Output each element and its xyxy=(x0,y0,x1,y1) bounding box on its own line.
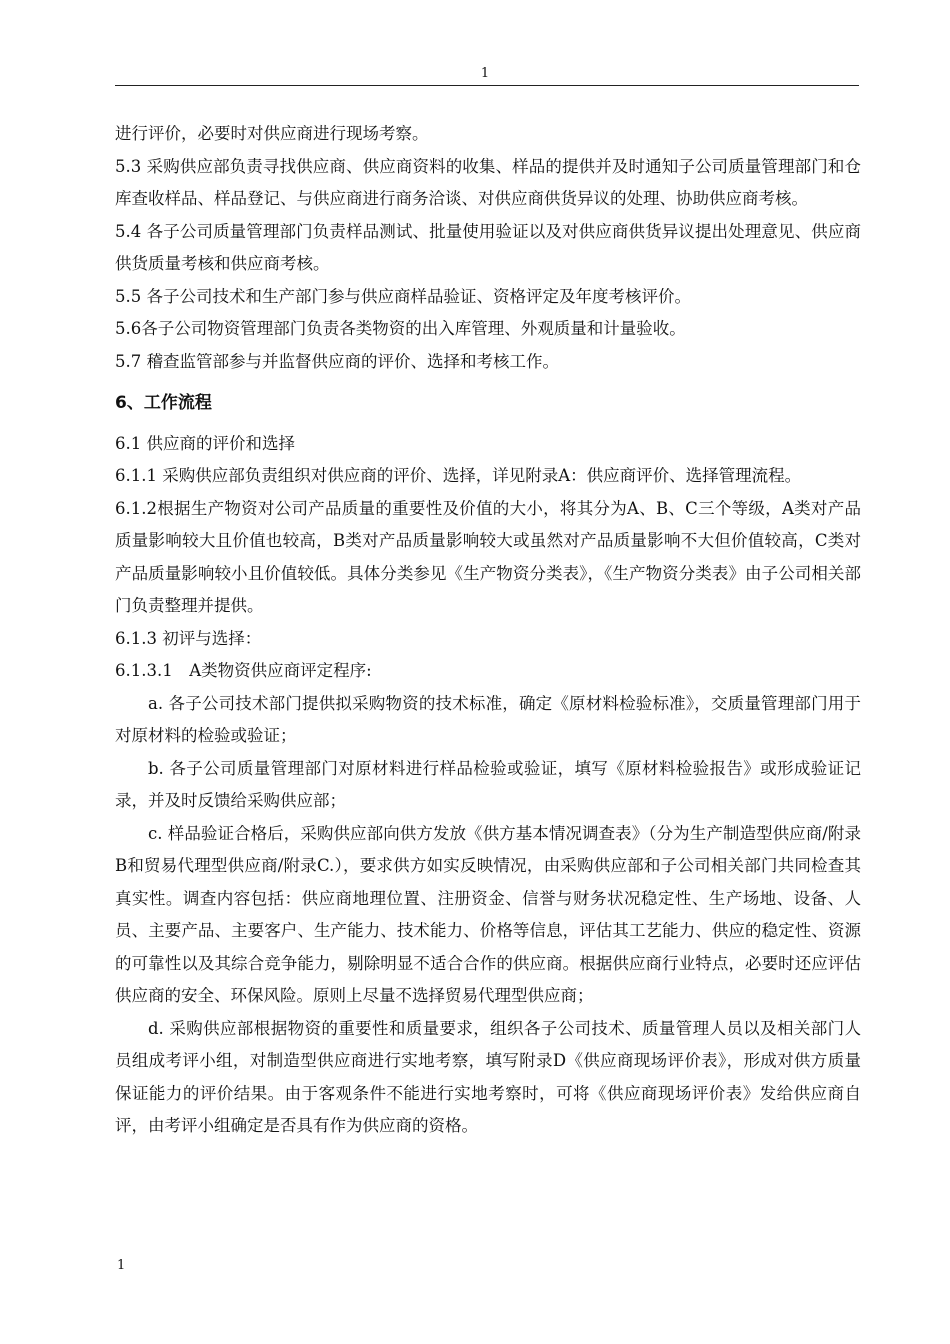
paragraph-5-7: 5.7 稽查监管部参与并监督供应商的评价、选择和考核工作。 xyxy=(115,351,559,371)
paragraph-6-1-3-1: 6.1.3.1 A类物资供应商评定程序: xyxy=(115,661,372,680)
document-body xyxy=(115,118,861,1143)
paragraph-6-1-2: 6.1.2根据生产物资对公司产品质量的重要性及价值的大小，将其分为A、B、C三个等级，A类对产品质量影响较大且价值也较高，B类对产品质量影响较大或虽然对产品质量影响不大但价值较高，C类对产品质量影响较小且价值较低。具体分类参见《生产物资分类表》，《生产物资分类表》由子公司相关部门负责整理并提供。 xyxy=(115,498,861,615)
paragraph-6-1-1: 6.1.1 采购供应部负责组织对供应商的评价、选择，详见附录A：供应商评价、选择管理流程。 xyxy=(115,466,802,485)
header-page-number: 1 xyxy=(480,66,490,81)
list-item-c: c. 样品验证合格后，采购供应部向供方发放《供方基本情况调查表》（分为生产制造型供应商/附录B和贸易代理型供应商/附录C.），要求供方如实反映情况，由采购供应部和子公司相关部门共同检查其真实性。调查内容包括：供应商地理位置、注册资金、信誉与财务状况稳定性、生产场地、设备、人员、主要产品、主要客户、生产能力、技术能力、价格等信息，评估其工艺能力、供应的稳定性、资源的可靠性以及其综合竞争能力，剔除明显不适合合作的供应商。根据供应商行业特点，必要时还应评估供应商的安全、环保风险。原则上尽量不选择贸易代理型供应商； xyxy=(115,823,861,1005)
list-item-a: a. 各子公司技术部门提供拟采购物资的技术标准，确定《原材料检验标准》，交质量管理部门用于对原材料的检验或验证； xyxy=(115,693,861,745)
paragraph-5-3: 5.3 采购供应部负责寻找供应商、供应商资料的收集、样品的提供并及时通知子公司质量管理部门和仓库查收样品、样品登记、与供应商进行商务洽谈、对供应商供货异议的处理、协助供应商考核。 xyxy=(115,156,861,208)
footer-page-number: 1 xyxy=(117,1258,126,1273)
paragraph-6-1-3: 6.1.3 初评与选择： xyxy=(115,628,262,648)
paragraph-5-6: 5.6各子公司物资管理部门负责各类物资的出入库管理、外观质量和计量验收。 xyxy=(115,319,686,338)
list-item-b: b. 各子公司质量管理部门对原材料进行样品检验或验证，填写《原材料检验报告》或形成验证记录，并及时反馈给采购供应部； xyxy=(115,758,861,810)
list-item-d: d. 采购供应部根据物资的重要性和质量要求，组织各子公司技术、质量管理人员以及相关部门人员组成考评小组，对制造型供应商进行实地考察，填写附录D《供应商现场评价表》，形成对供方质量保证能力的评价结果。由于客观条件不能进行实地考察时，可将《供应商现场评价表》发给供应商自评，由考评小组确定是否具有作为供应商的资格。 xyxy=(115,1018,861,1135)
paragraph: 进行评价，必要时对供应商进行现场考察。 xyxy=(115,124,429,143)
paragraph-6-1: 6.1 供应商的评价和选择 xyxy=(115,433,295,453)
paragraph-5-5: 5.5 各子公司技术和生产部门参与供应商样品验证、资格评定及年度考核评价。 xyxy=(115,286,691,306)
header-divider xyxy=(115,85,859,86)
section-heading: 6、工作流程 xyxy=(115,393,212,413)
paragraph-5-4: 5.4 各子公司质量管理部门负责样品测试、批量使用验证以及对供应商供货异议提出处理意见、供应商供货质量考核和供应商考核。 xyxy=(115,221,861,273)
